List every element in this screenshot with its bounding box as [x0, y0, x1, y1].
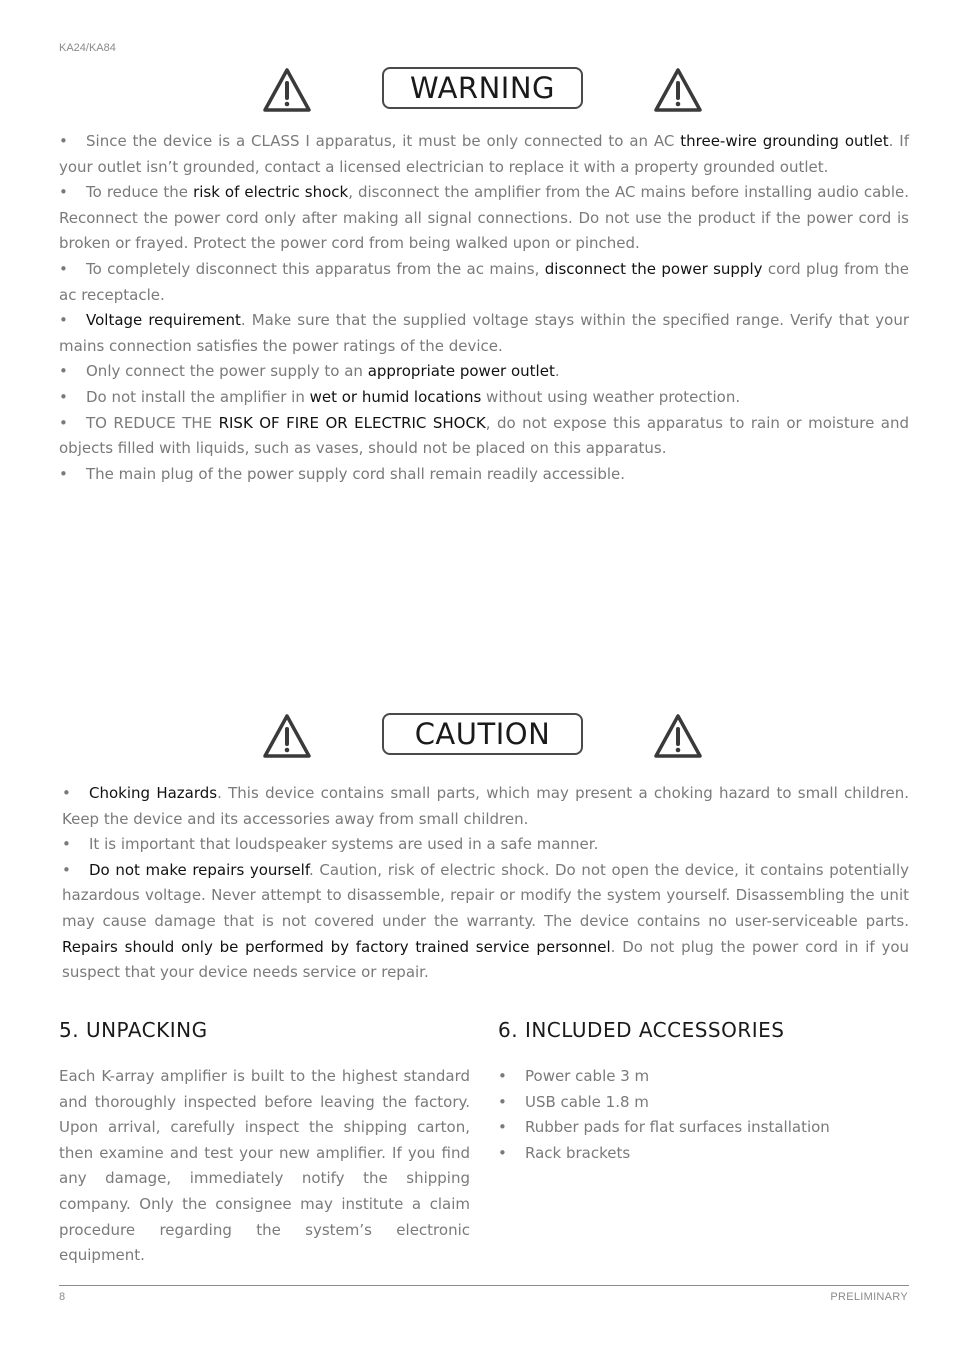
list-item: • USB cable 1.8 m [498, 1092, 649, 1111]
warning-title: WARNING [382, 67, 583, 109]
warning-triangle-icon [262, 713, 312, 759]
caution-title: CAUTION [382, 713, 583, 755]
warning-item: • To completely disconnect this apparatus from the ac mains, disconnect the power supply cord plug from the ac receptacle. [59, 259, 909, 304]
footer-divider [59, 1285, 909, 1286]
list-item: • Rubber pads for flat surfaces installation [498, 1118, 830, 1137]
document-id: KA24/KA84 [59, 42, 116, 54]
caution-list [62, 781, 909, 986]
unpacking-body [59, 1064, 470, 1269]
warning-item: • Since the device is a CLASS I apparatus, it must be only connected to an AC three-wire grounding outlet. If your outlet isn’t grounded, contact a licensed electrician to replace it with a property grounded outlet. [59, 132, 910, 176]
warning-item: • Do not install the amplifier in wet or humid locations without using weather protection. [59, 387, 741, 406]
caution-item: • Choking Hazards. This device contains small parts, which may present a choking hazard to small children. Keep the device and its accessories away from small children. [62, 784, 909, 828]
warning-item: • Only connect the power supply to an appropriate power outlet. [59, 362, 560, 381]
warning-banner [0, 67, 954, 117]
warning-triangle-icon [653, 713, 703, 759]
warning-triangle-icon [262, 67, 312, 113]
list-item: • Power cable 3 m [498, 1067, 650, 1085]
warning-item: • To reduce the risk of electric shock, disconnect the amplifier from the AC mains before installing audio cable. Reconnect the power cord only after making all signal connections. Do not use the product if the power cord is broken or frayed. Protect the power cord from being walked upon or pinched. [59, 183, 909, 253]
accessories-heading: 6. INCLUDED ACCESSORIES [498, 1018, 785, 1042]
caution-item: • Do not make repairs yourself. Caution, risk of electric shock. Do not open the device, it contains potentially hazardous voltage. Never attempt to disassemble, repair or modify the system yourself. Disassembling the unit may cause damage that is not covered under the warranty. The device contains no user-serviceable parts. Repairs should only be performed by factory trained service personnel. Do not plug the power cord in if you suspect that your device needs service or repair. [62, 860, 910, 982]
warning-list [59, 129, 909, 487]
page-number: 8 [59, 1291, 66, 1303]
warning-item: • The main plug of the power supply cord shall remain readily accessible. [59, 464, 626, 483]
caution-item: • It is important that loudspeaker systems are used in a safe manner. [62, 835, 599, 854]
warning-triangle-icon [653, 67, 703, 113]
caution-banner [0, 713, 954, 763]
warning-item: • Voltage requirement. Make sure that the supplied voltage stays within the specified range. Verify that your mains connection satisfies the power ratings of the device. [59, 311, 909, 355]
unpacking-paragraph: Each K-array amplifier is built to the highest standard and thoroughly inspected before leaving the factory. Upon arrival, carefully inspect the shipping carton, then examine and test your new amplifier. If you find any damage, immediately notify the shipping company. Only the consignee may institute a claim procedure regarding the system’s electronic equipment. [59, 1067, 470, 1265]
unpacking-heading: 5. UNPACKING [59, 1018, 208, 1042]
accessories-list [498, 1064, 918, 1166]
warning-item: • TO REDUCE THE RISK OF FIRE OR ELECTRIC SHOCK, do not expose this apparatus to rain or moisture and objects filled with liquids, such as vases, should not be placed on this apparatus. [59, 413, 909, 458]
list-item: • Rack brackets [498, 1143, 631, 1162]
status-label: PRELIMINARY [830, 1291, 908, 1303]
